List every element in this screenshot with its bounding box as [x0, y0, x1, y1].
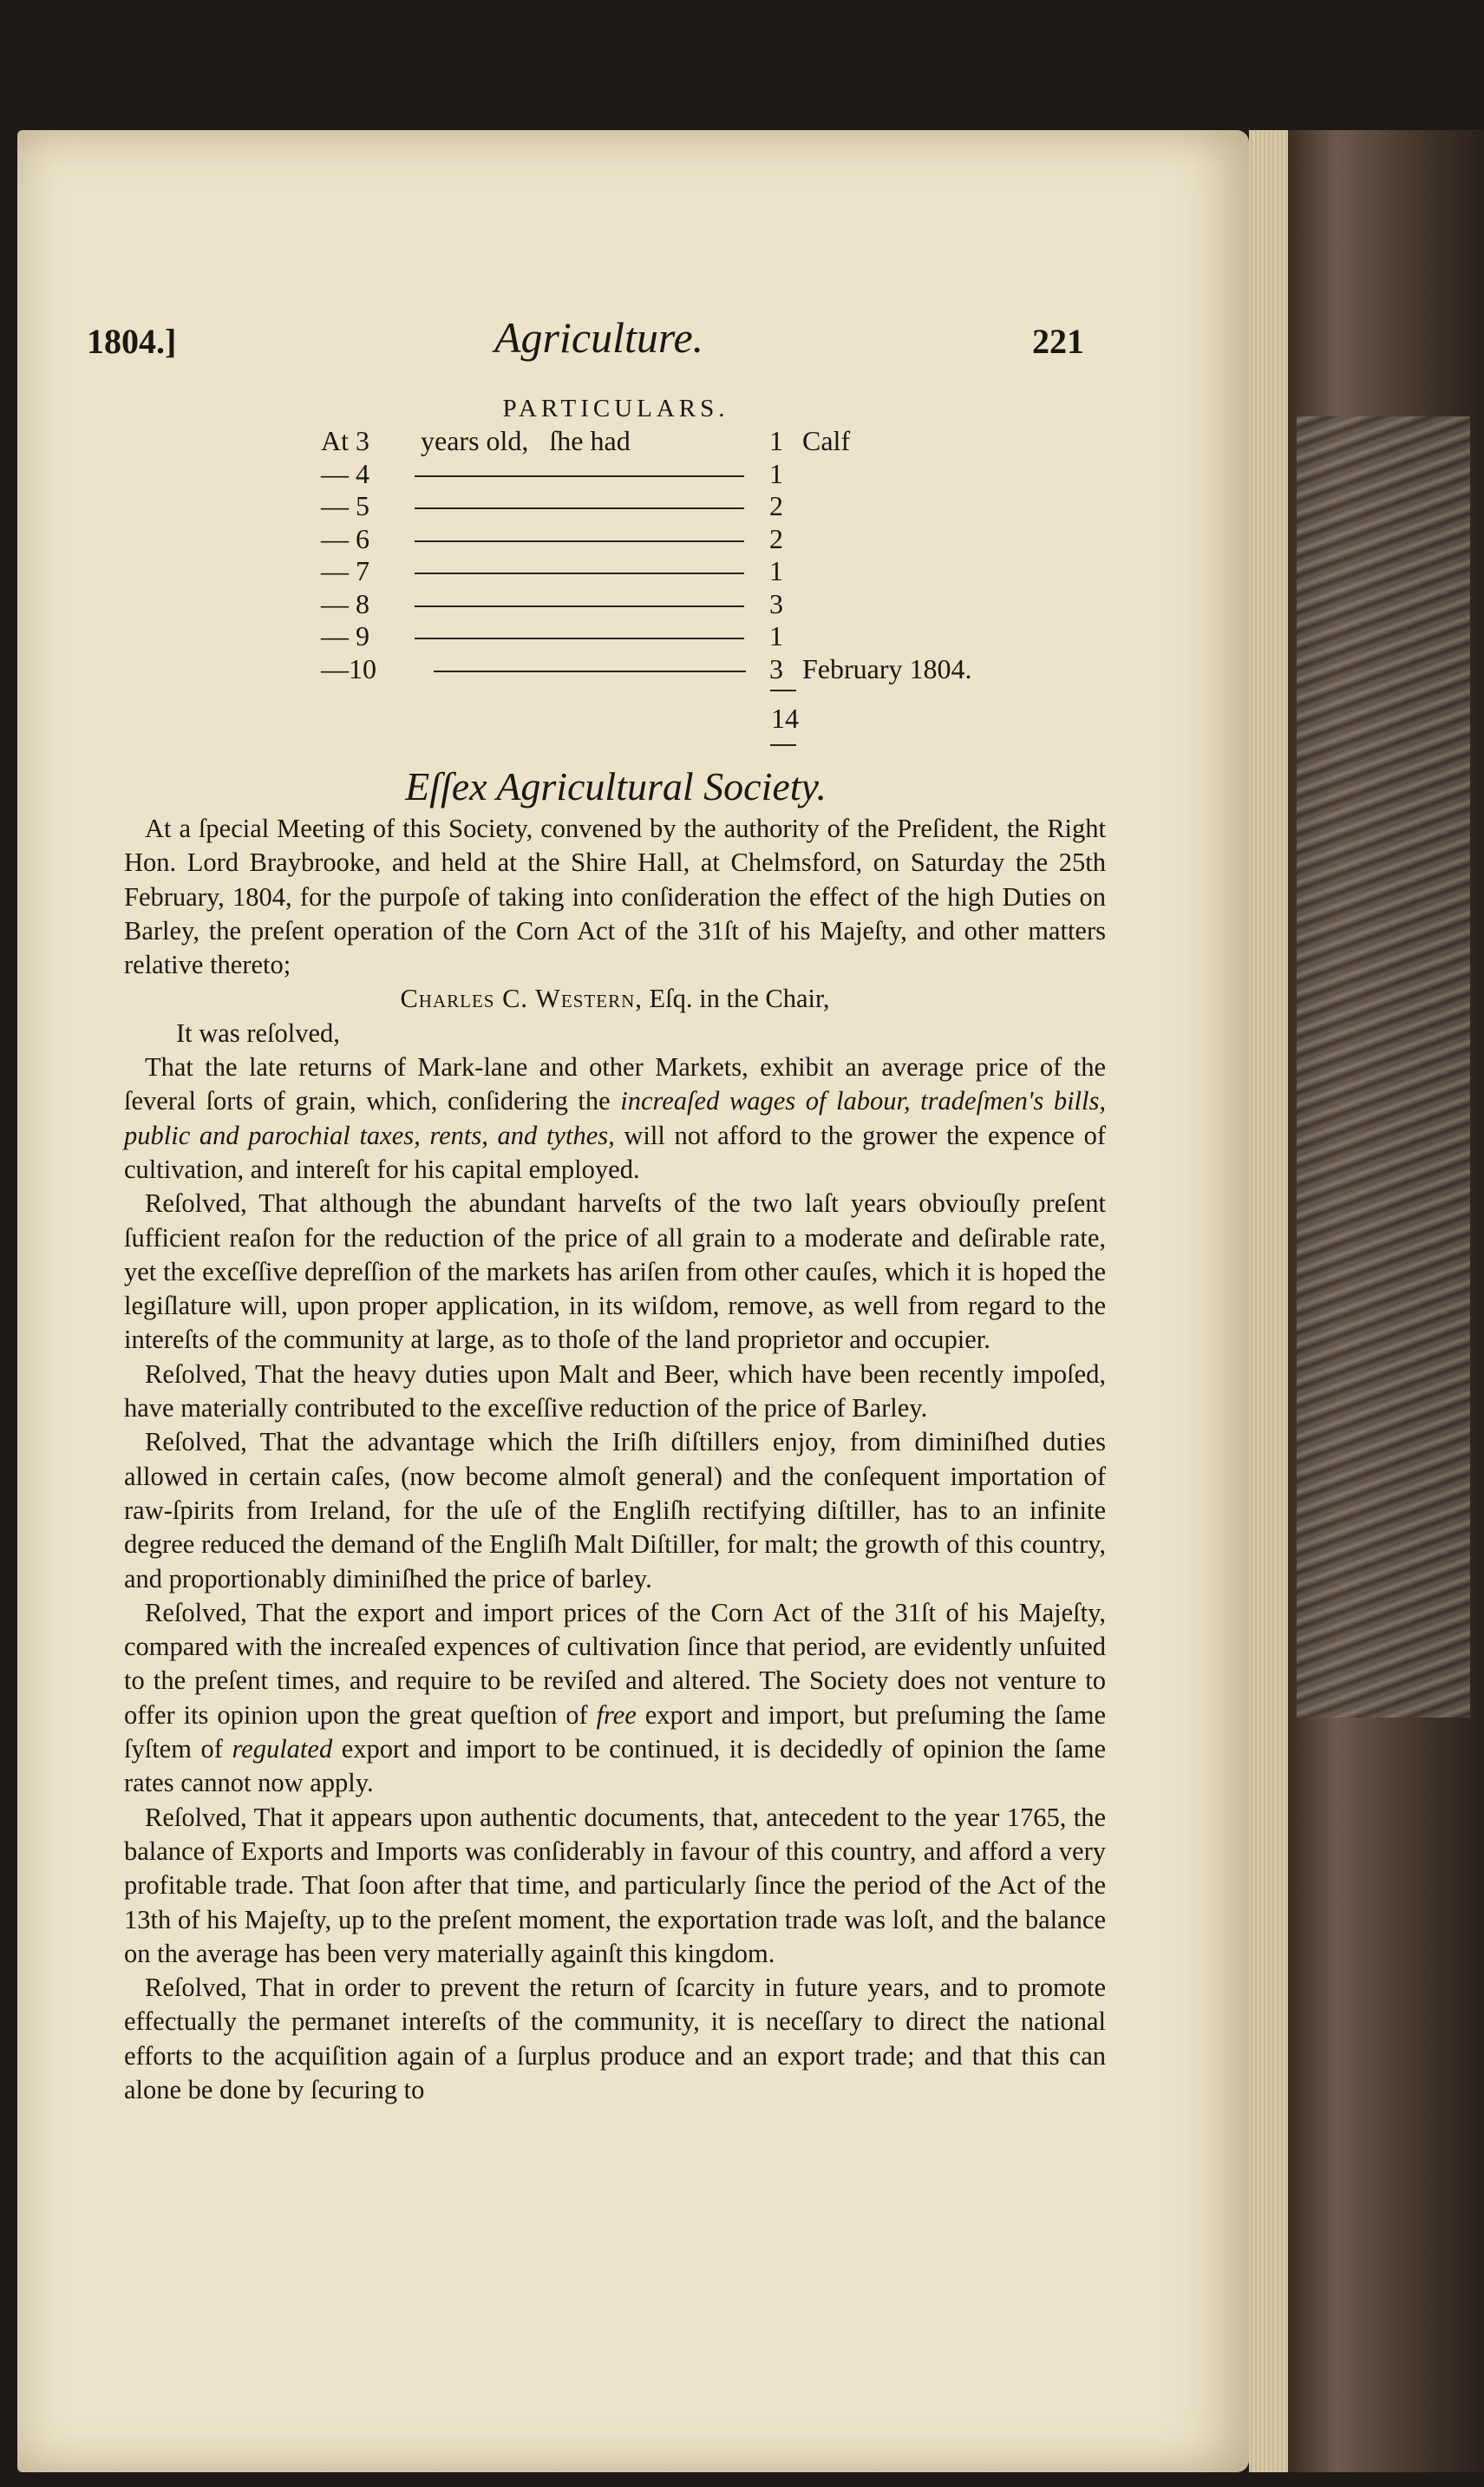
particulars-row — [0, 490, 1232, 523]
resolved-intro: It was reſolved, — [176, 1018, 340, 1048]
particulars-total: 14 — [771, 703, 799, 734]
header-year: 1804.] — [87, 322, 177, 361]
resolution-5-text: Reſolved, That the export and import prices of the Corn Act of the 31ſt of his Majeſty, compared with the increaſed expences of cultivation ſince that period, are evidently unſuited to the preſent times, and require to be reviſed and altered. The Society does not venture to offer its opinion upon the great queſtion of — [124, 1597, 1106, 1730]
resolution-2: Reſolved, That although the abundant harveſts of the two laſt years obviouſly preſent ſufficient reaſon for the reduction of the price of all grain to a moderate and deſirable rate, yet the exceſſive depreſſion of the markets has ariſen from other cauſes, which it is hoped the legiſlature will, upon proper application, in its wiſdom, remove, as well from regard to the intereſts of the community at large, as to thoſe of the land proprietor and occupier. — [124, 1188, 1106, 1355]
total-rule-top — [770, 690, 796, 691]
row-age: — 6 — [321, 522, 369, 554]
resolution-7: Reſolved, That in order to prevent the return of ſcarcity in future years, and to promote effectually the permanet intereſts of the community, it is neceſſary to direct the national efforts to the acquiſition again of a ſurplus produce and an export trade; and that this can alone be done by ſecuring to — [124, 1973, 1106, 2104]
row-dash-rule — [415, 573, 744, 574]
row-count: 3 — [769, 652, 783, 684]
row-label: years old, ſhe had — [421, 425, 631, 456]
running-header — [87, 312, 1084, 364]
row-age: —10 — [321, 652, 376, 684]
row-dash-rule — [415, 507, 744, 509]
row-count: 1 — [769, 457, 783, 489]
chair-name: Charles C. Western, — [400, 984, 643, 1014]
total-rule-bottom — [770, 744, 796, 746]
row-count: 2 — [769, 522, 783, 554]
particulars-row — [0, 588, 1232, 621]
row-tail: Calf — [802, 425, 851, 456]
resolution-5-mid: export and import, but preſuming the ſame ſyſtem of — [124, 1699, 1106, 1764]
article-body — [124, 812, 1106, 2107]
row-dash-rule — [415, 605, 744, 607]
particulars-row — [0, 523, 1232, 556]
page-edges — [1249, 130, 1288, 2472]
resolution-5-end: export and import to be continued, it is decidedly of opinion the ſame rates cannot now apply. — [124, 1734, 1106, 1798]
row-dash-rule — [415, 638, 744, 639]
resolution-1-end: will not afford to the grower the expence of cultivation, and intereſt for his capital employed. — [124, 1120, 1106, 1184]
row-age: — 8 — [321, 587, 369, 619]
row-dash-rule — [415, 540, 744, 542]
resolution-1-text: That the late returns of Mark-lane and other Markets, exhibit an average price of the ſeveral ſorts of grain, which, conſidering the — [124, 1052, 1106, 1116]
section-title: Eſſex Agricultural Society. — [405, 764, 827, 808]
row-count: 3 — [769, 587, 783, 619]
row-age: — 9 — [321, 620, 369, 651]
resolution-6: Reſolved, That it appears upon authentic documents, that, antecedent to the year 1765, the balance of Exports and Imports was conſiderably in favour of this country, and afford a very profitable trade. That ſoon after that time, and particularly ſince the period of the Act of the 13th of his Majeſty, up to the preſent moment, the exportation trade was loſt, and the balance on the average has been very materially againſt this kingdom. — [124, 1802, 1106, 1968]
row-age: — 4 — [321, 457, 369, 489]
resolution-1 — [124, 1050, 1106, 1187]
chair-line — [124, 982, 1106, 1016]
resolution-3: Reſolved, That the heavy duties upon Malt and Beer, which have been recently impoſed, have materially contributed to the exceſſive reduction of the price of Barley. — [124, 1358, 1106, 1423]
row-dash-rule — [415, 475, 744, 477]
row-age: — 5 — [321, 490, 369, 521]
row-count: 2 — [769, 490, 783, 521]
page-number: 221 — [1032, 322, 1084, 361]
row-count: 1 — [769, 620, 783, 651]
row-dash-rule — [434, 671, 746, 672]
particulars-row — [0, 458, 1232, 491]
particulars-row — [0, 653, 1232, 686]
row-count: 1 — [769, 425, 783, 456]
row-tail: February 1804. — [802, 652, 972, 684]
particulars-row — [0, 425, 1232, 458]
row-age: At 3 — [321, 425, 369, 456]
resolution-5 — [124, 1596, 1106, 1801]
particulars-heading: PARTICULARS. — [502, 395, 729, 422]
particulars-row — [0, 555, 1232, 588]
particulars-row — [0, 620, 1232, 653]
running-title: Agriculture. — [494, 313, 704, 362]
resolution-5-regulated: regulated — [232, 1734, 333, 1764]
resolution-5-free: free — [596, 1699, 637, 1730]
row-age: — 7 — [321, 555, 369, 586]
resolution-4: Reſolved, That the advantage which the Iriſh diſtillers enjoy, from diminiſhed duties allowed in certain caſes, (now become almoſt general) and the conſequent importation of raw-ſpirits from Ireland, for the uſe of the Engliſh rectifying diſtiller, has to an infinite degree reduced the demand of the Engliſh Malt Diſtiller, for malt; the growth of this country, and proportionably diminiſhed the price of barley. — [124, 1427, 1106, 1594]
marbled-cover — [1297, 416, 1470, 1718]
chair-rest: Eſq. in the Chair, — [642, 984, 830, 1014]
row-count: 1 — [769, 555, 783, 586]
meeting-paragraph: At a ſpecial Meeting of this Society, convened by the authority of the Preſident, the Right Hon. Lord Braybrooke, and held at the Shire Hall, at Chelmsford, on Saturday the 25th February, 1804, for the purpoſe of taking into conſideration the effect of the high Duties on Barley, the preſent operation of the Corn Act of the 31ſt of his Majeſty, and other matters relative thereto; — [124, 814, 1106, 980]
resolution-1-italic: increaſed wages of labour, tradeſmen's bills, public and parochial taxes, rents, and tythes, — [124, 1086, 1106, 1150]
